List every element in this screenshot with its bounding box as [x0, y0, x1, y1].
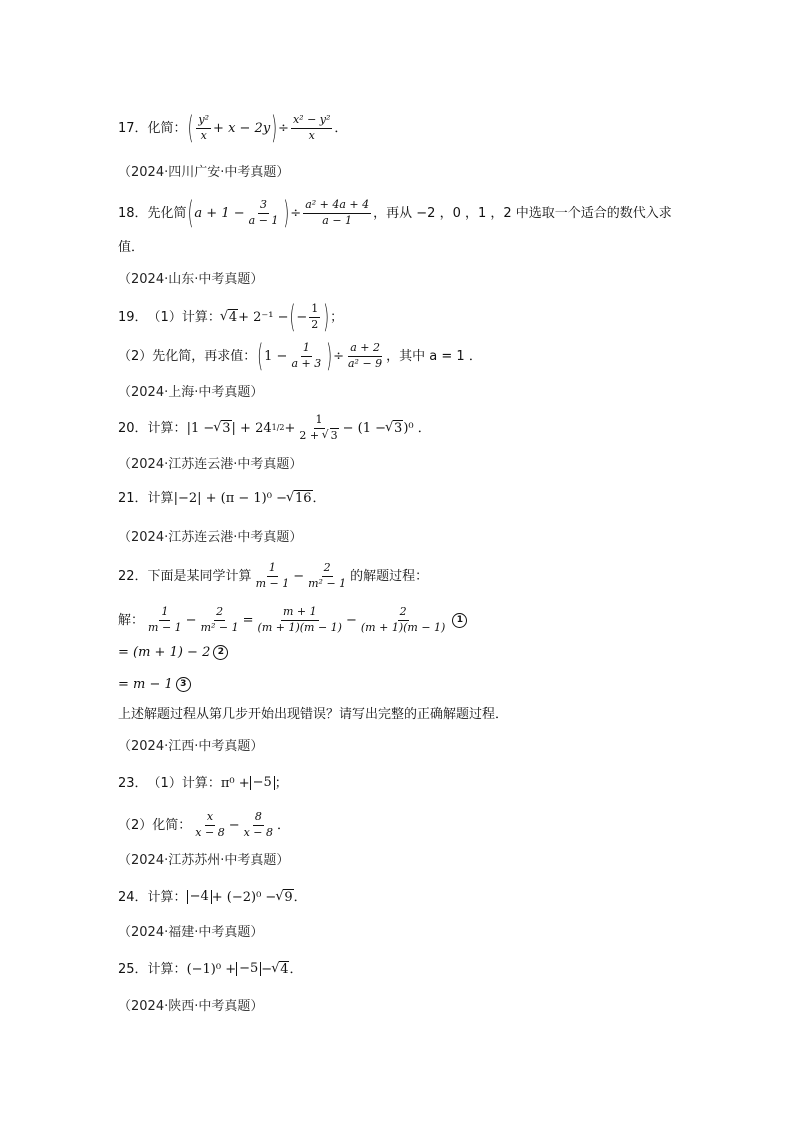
fraction: $\frac{\text{a² + 4a + 4}}{a - 1}$: [305, 198, 370, 227]
question-17: 17． 化简： ( $\frac{\text{y²}}{x}$ + x − 2y ) ÷ $\frac{\text{x² − y²}}{x}$ ．: [118, 108, 348, 146]
sqrt: √ 4: [272, 963, 289, 976]
sqrt: √ 16: [287, 492, 313, 505]
solution-step-2: = (m + 1) − 2 2: [118, 645, 228, 660]
absolute-value: −5: [236, 962, 261, 976]
source-label: （2024·上海·中考真题）: [118, 385, 264, 400]
fraction: $\frac{\text{y²}}{x}$: [198, 113, 210, 142]
fraction: $\frac{1}{m - 1}$: [148, 605, 182, 634]
question-18: 18． 先化简 ( a + 1 − $\frac{3}{a - 1}$ ) ÷ $\frac{\text{a² + 4a + 4}}{a - 1}$ ，再从 −2 ，0 ，1 ，2 中选取一个适合的数代入求: [118, 193, 672, 231]
fraction: $\frac{x}{x - 8}$: [195, 810, 225, 839]
fraction: $\frac{3}{a - 1}$: [248, 198, 279, 227]
absolute-value: −4: [187, 890, 212, 904]
question-23-part2: （2）化简： $\frac{x}{x - 8}$ − $\frac{8}{x - 8}$ ．: [118, 810, 291, 839]
question-20: 20． 计算： |1 − √ 3 | + 24 1/2 + $\frac{1}{2 + √ 3}$ − (1 − √ 3 )⁰ ．: [118, 414, 431, 442]
fraction: $\frac{2}{\text{m² − 1}}$: [200, 605, 239, 634]
question-25: 25． 计算： (−1)⁰ + −5 − √ 4 ．: [118, 962, 302, 976]
question-19-part1: 19． （1）计算： √ 4 + 2⁻¹ − ( − $\frac{1}{2}$ ) ；: [118, 304, 343, 330]
source-label: （2024·福建·中考真题）: [118, 925, 264, 940]
fraction: $\frac{2}{\text{m² − 1}}$: [308, 561, 347, 590]
question-24: 24． 计算： −4 + (−2)⁰ − √ 9 ．: [118, 890, 307, 904]
question-18-continued: 值．: [118, 240, 145, 255]
fraction: $\frac{2}{(m + 1)(m - 1)}$: [360, 605, 446, 634]
fraction: $\frac{1}{m - 1}$: [255, 561, 290, 590]
absolute-value: −5: [250, 776, 275, 790]
question-19-part2: （2）先化简，再求值： ( 1 − $\frac{1}{a + 3}$ ) ÷ $\frac{a + 2}{\text{a² − 9}}$ ，其中 a = 1 ．: [118, 336, 482, 374]
step-marker: 2: [213, 645, 228, 660]
source-label: （2024·江苏连云港·中考真题）: [118, 457, 303, 472]
fraction: $\frac{1}{2}$: [311, 302, 319, 331]
source-label: （2024·四川广安·中考真题）: [118, 165, 290, 180]
source-label: （2024·陕西·中考真题）: [118, 999, 264, 1014]
source-label: （2024·江西·中考真题）: [118, 739, 264, 754]
question-22: 22． 下面是某同学计算 $\frac{1}{m - 1}$ − $\frac{2}{\text{m² − 1}}$ 的解题过程：: [118, 561, 429, 590]
source-label: （2024·江苏苏州·中考真题）: [118, 853, 290, 868]
step-marker: 1: [452, 613, 467, 628]
sqrt: √ 3: [214, 422, 231, 435]
question-22-prompt: 上述解题过程从第几步开始出现错误？请写出完整的正确解题过程．: [118, 707, 509, 722]
fraction: $\frac{1}{2 + √ 3}$: [297, 414, 340, 441]
fraction: $\frac{a + 2}{\text{a² − 9}}$: [347, 341, 383, 370]
source-label: （2024·江苏连云港·中考真题）: [118, 530, 303, 545]
question-21: 21． 计算 |−2| + (π − 1)⁰ − √ 16 ．: [118, 492, 326, 505]
question-23-part1: 23． （1）计算： π⁰ + −5 ；: [118, 775, 288, 791]
fraction: $\frac{\text{x² − y²}}{x}$: [292, 113, 331, 142]
fraction: $\frac{1}{a + 3}$: [291, 341, 322, 370]
sqrt: √ 9: [276, 891, 293, 904]
sqrt: √ 3: [386, 422, 403, 435]
solution-step-3: = m − 1 3: [118, 677, 191, 692]
fraction: $\frac{m + 1}{(m + 1)(m - 1)}$: [257, 605, 342, 634]
step-marker: 3: [176, 677, 191, 692]
solution-step-1: 解： $\frac{1}{m - 1}$ − $\frac{2}{\text{m² − 1}}$ = $\frac{m + 1}{(m + 1)(m - 1)}$ − $\frac{2}{(m + 1)(m - 1)}$ 1: [118, 606, 467, 634]
source-label: （2024·山东·中考真题）: [118, 272, 264, 287]
fraction: $\frac{8}{x - 8}$: [243, 810, 274, 839]
sqrt: √ 4: [221, 311, 238, 324]
